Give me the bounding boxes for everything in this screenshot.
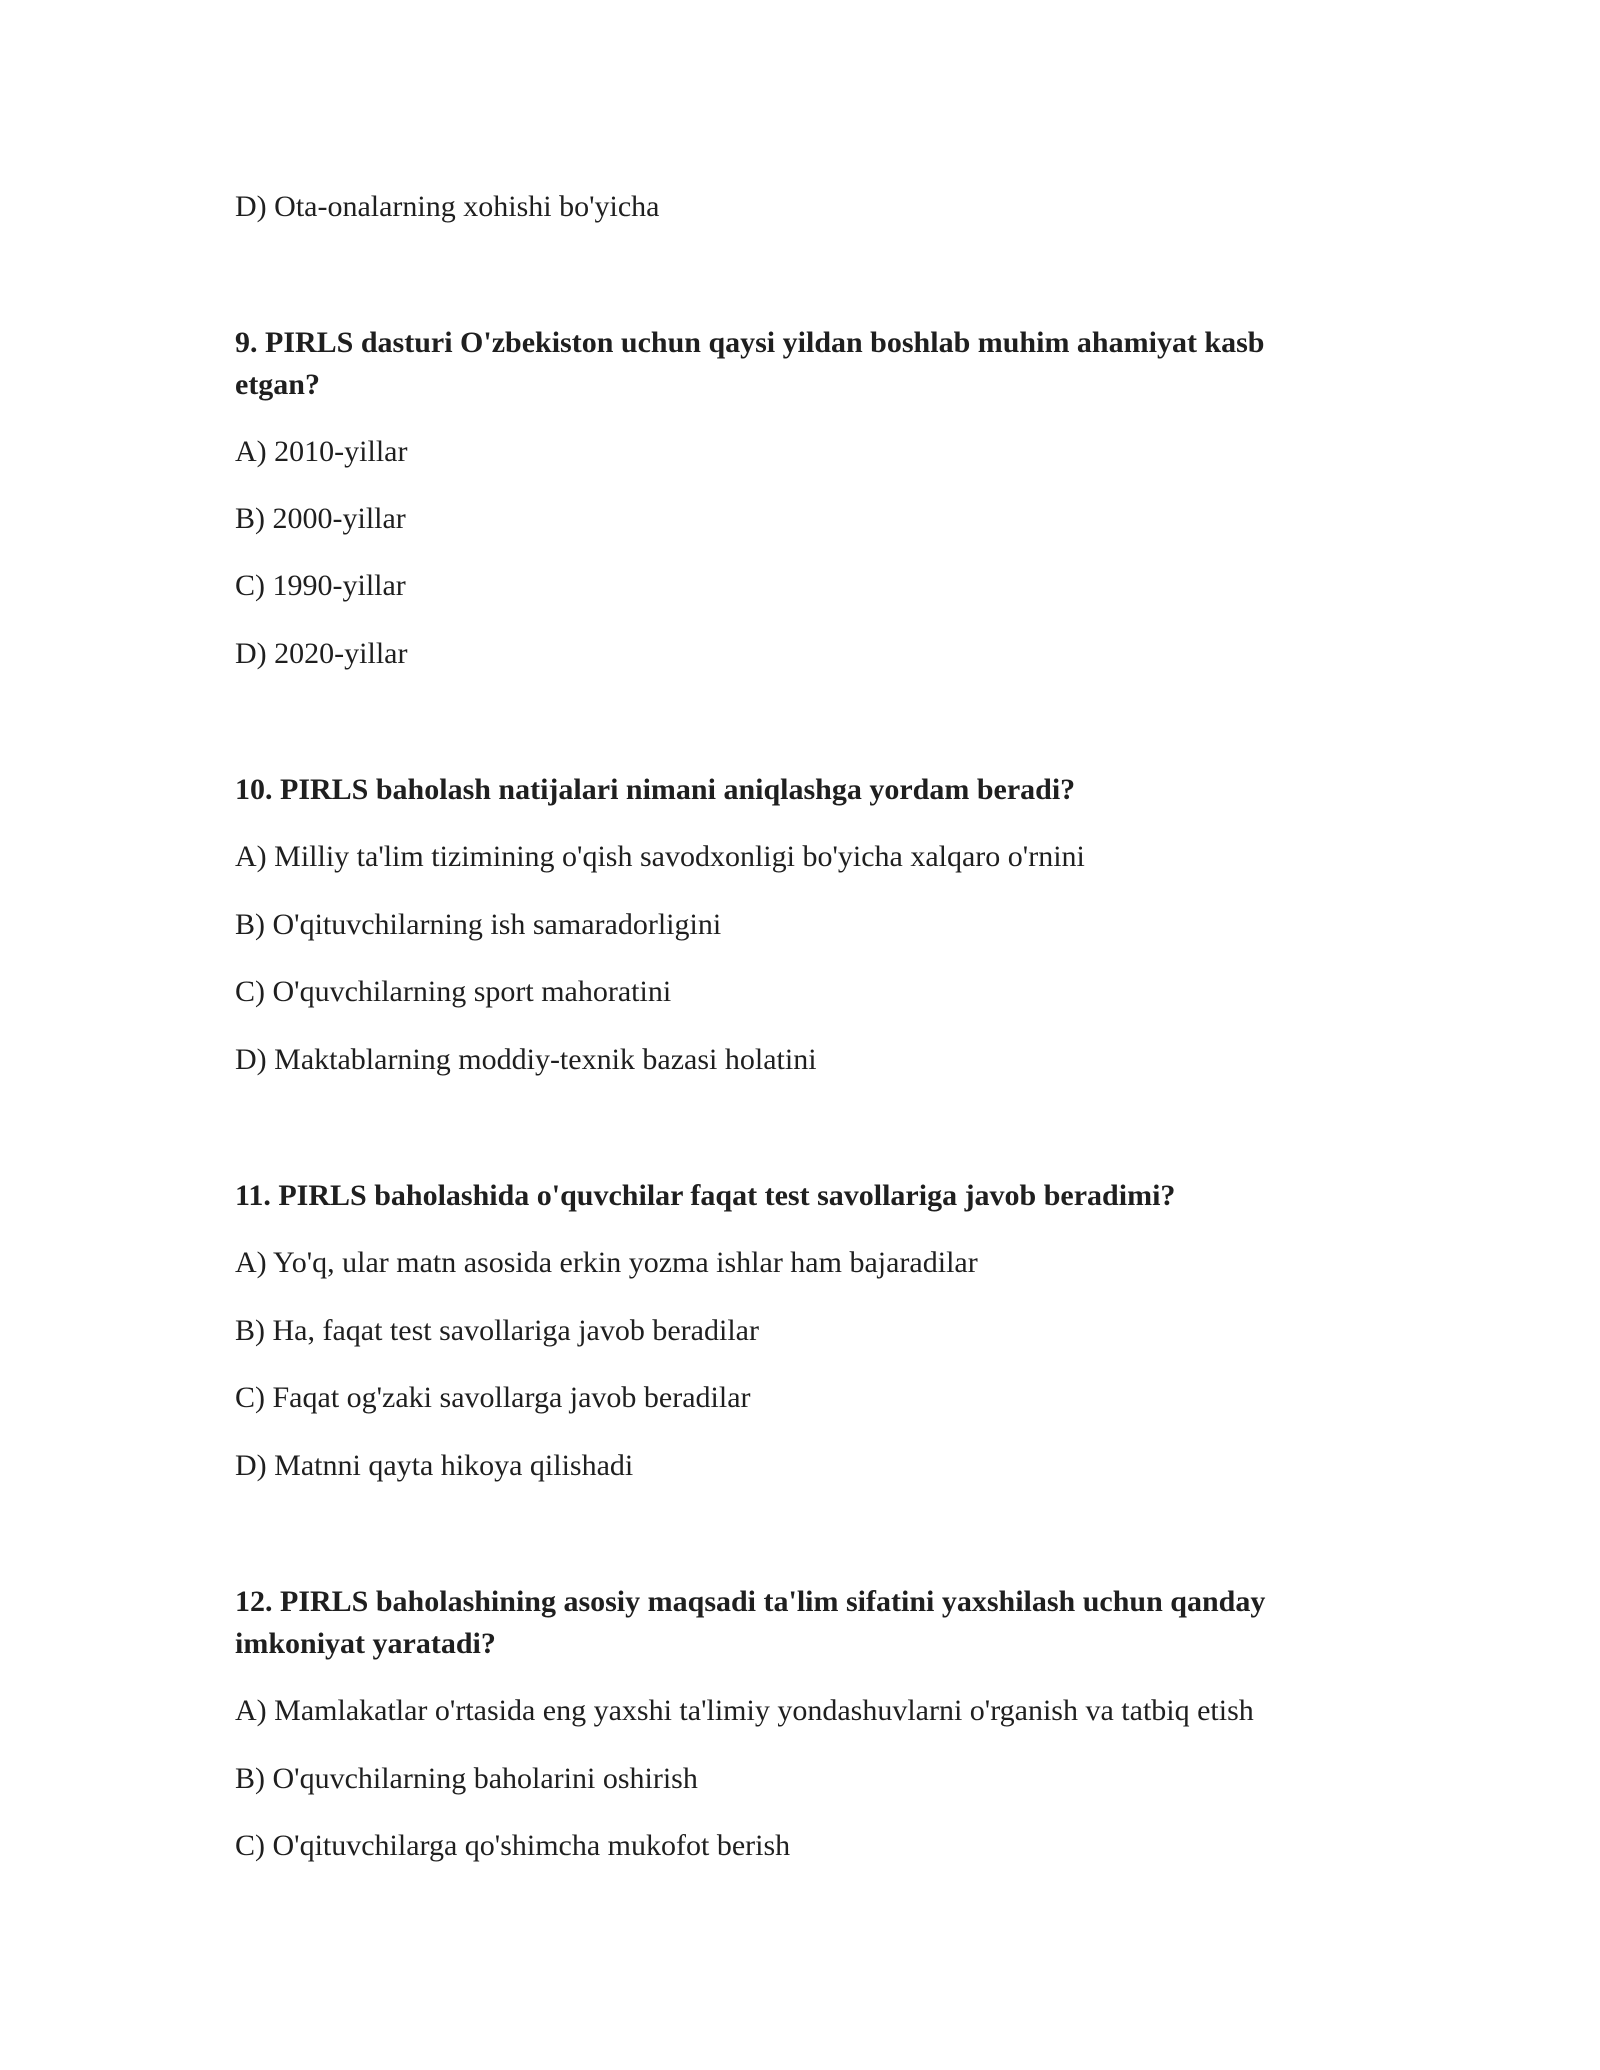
question-9: 9. PIRLS dasturi O'zbekiston uchun qaysi yildan boshlab muhim ahamiyat kasb etgan? — [235, 326, 1265, 401]
question-10-option-b: B) O'qituvchilarning ish samaradorligini — [235, 908, 722, 941]
question-12-option-b: B) O'quvchilarning baholarini oshirish — [235, 1762, 698, 1795]
question-9-option-b: B) 2000-yillar — [235, 502, 406, 535]
question-11: 11. PIRLS baholashida o'quvchilar faqat test savollariga javob beradimi? — [235, 1179, 1176, 1212]
question-10: 10. PIRLS baholash natijalari nimani aniqlashga yordam beradi? — [235, 773, 1076, 806]
question-9-option-c: C) 1990-yillar — [235, 569, 406, 602]
question-10-option-a: A) Milliy ta'lim tizimining o'qish savodxonligi bo'yicha xalqaro o'rnini — [235, 840, 1085, 873]
option-d-previous: D) Ota-onalarning xohishi bo'yicha — [235, 190, 660, 223]
question-10-option-c: C) O'quvchilarning sport mahoratini — [235, 975, 672, 1008]
question-12-option-c: C) O'qituvchilarga qo'shimcha mukofot berish — [235, 1829, 791, 1862]
question-9-option-a: A) 2010-yillar — [235, 435, 408, 468]
question-11-option-d: D) Matnni qayta hikoya qilishadi — [235, 1449, 634, 1482]
question-11-option-c: C) Faqat og'zaki savollarga javob beradilar — [235, 1381, 751, 1414]
question-12-option-a: A) Mamlakatlar o'rtasida eng yaxshi ta'limiy yondashuvlarni o'rganish va tatbiq etish — [235, 1694, 1254, 1727]
question-11-option-b: B) Ha, faqat test savollariga javob beradilar — [235, 1314, 759, 1347]
question-10-option-d: D) Maktablarning moddiy-texnik bazasi holatini — [235, 1043, 817, 1076]
question-11-option-a: A) Yo'q, ular matn asosida erkin yozma ishlar ham bajaradilar — [235, 1246, 978, 1279]
question-9-option-d: D) 2020-yillar — [235, 637, 408, 670]
question-12: 12. PIRLS baholashining asosiy maqsadi ta'lim sifatini yaxshilash uchun qanday imkoniyat yaratadi? — [235, 1585, 1266, 1660]
